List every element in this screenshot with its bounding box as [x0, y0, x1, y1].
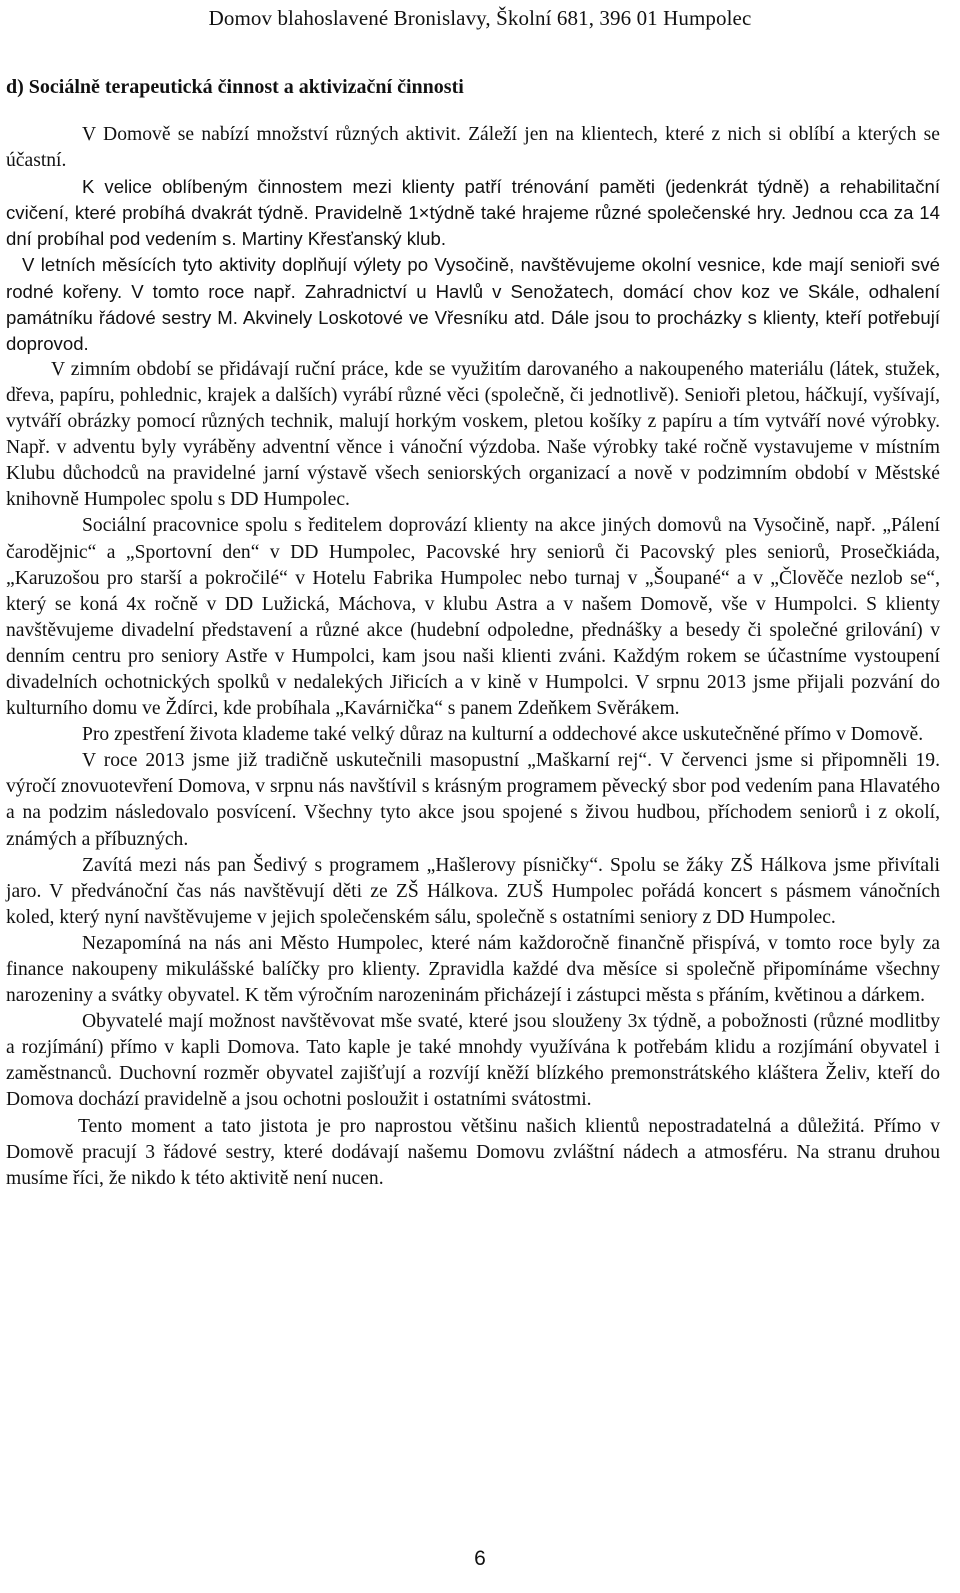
page-number: 6 [474, 1547, 486, 1570]
paragraph-religious-sisters: Tento moment a tato jistota je pro naprostou většinu našich klientů nepostradatelná a důležitá. Přímo v Domově pracují 3 řádové sestry, které dodávají našemu Domovu zvláštní nádech a atmosféru. Na stranu druhou musíme říci, že nikdo k této aktivitě není nucen. [6, 1115, 940, 1189]
section-heading: d) Sociálně terapeutická činnost a aktivizační činnosti [6, 76, 464, 98]
page-header: Domov blahoslavené Bronislavy, Školní 681, 396 01 Humpolec [208, 6, 752, 30]
paragraph-winter-crafts: V zimním období se přidávají ruční práce, kde se využitím darovaného a nakoupeného materiálu (látek, stužek, dřeva, papíru, pohlednic, krajek a dalších) vyrábí různé věci (společně, či jednotlivě). Senioři pletou, háčkují, vyšívají, vytváří obrázky pomocí různých technik, malují horkým voskem, pletou košíky z papíru a tím vytváří nové výrobky. Např. v adventu byly vyráběny adventní věnce i vánoční výzdoba. Naše výrobky také ročně vystavujeme v místním Klubu důchodců na pravidelné jarní výstavě všech seniorských organizací a nově v podzimním období v Městské knihovně Humpolec spolu s DD Humpolec. [6, 358, 940, 511]
paragraph-town-support: Nezapomíná na nás ani Město Humpolec, které nám každoročně finančně přispívá, v tomto roce byly za finance nakoupeny mikulášské balíčky pro klienty. Zpravidla každé dva měsíce si společně připomínáme všechny narozeniny a svátky obyvatel. K těm výročním narozeninám přicházejí i zástupci města s přáním, květinou a dárkem. [6, 932, 940, 1007]
paragraph-cultural-events: Pro zpestření života klademe také velký důraz na kulturní a oddechové akce uskutečněné přímo v Domově. [82, 724, 924, 746]
paragraph-visitors: Zavítá mezi nás pan Šedivý s programem „Hašlerovy písničky“. Spolu se žáky ZŠ Hálkova jsme přivítali jaro. V předvánoční čas nás navštěvují děti ze ZŠ Hálkova. ZUŠ Humpolec pořádá koncert s pásmem vánočních koled, který nyní navštěvujeme v jejich společenském sálu, společně s ostatními seniory z DD Humpolec. [6, 854, 940, 928]
paragraph-spiritual-care: Obyvatelé mají možnost navštěvovat mše svaté, které jsou slouženy 3x týdně, a pobožnosti (různé modlitby a rozjímání) přímo v kapli Domova. Tato kaple je také mnohdy využívána k potřebám klidu a rozjímání obyvatel i zaměstnanců. Duchovní rozměr obyvatel zajišťují a rozvíjí kněží blízkého premonstrátského kláštera Želiv, kteří do Domova dochází pravidelně a jsou ochotni posloužit i ostatními svátostmi. [6, 1011, 940, 1111]
paragraph-popular-activities: K velice oblíbeným činnostem mezi klienty patří trénování paměti (jedenkrát týdně) a rehabilitační cvičení, které probíhá dvakrát týdně. Pravidelně 1×týdně také hrajeme různé společenské hry. Jednou cca za 14 dní probíhal pod vedením s. Martiny Křesťanský klub. [6, 176, 940, 250]
paragraph-year-2013: V roce 2013 jsme již tradičně uskutečnili masopustní „Maškarní rej“. V červenci jsme si připomněli 19. výročí znovuotevření Domova, v srpnu nás navštívil s krásným programem pěvecký sbor pod vedením pana Hlavatého a na podzim následovalo posvícení. Všechny tyto akce jsou spojené s živou hudbou, příchodem seniorů i z okolí, známých a příbuzných. [6, 750, 940, 850]
paragraph-summer-trips: V letních měsících tyto aktivity doplňují výlety po Vysočině, navštěvujeme okolní vesnice, kde mají senioři své rodné kořeny. V tomto roce např. Zahradnictví u Havlů v Senožatech, domácí chov koz ve Skále, odhalení památníku řádové sestry M. Akvinely Loskotové ve Vřesníku atd. Dále jsou to procházky s klienty, kteří potřebují doprovod. [6, 254, 940, 354]
paragraph-activities-intro: V Domově se nabízí množství různých aktivit. Záleží jen na klientech, které z nich si oblíbí a kterých se účastní. [6, 124, 940, 172]
document-body [6, 122, 940, 1192]
paragraph-social-events: Sociální pracovnice spolu s ředitelem doprovází klienty na akce jiných domovů na Vysočině, např. „Pálení čarodějnic“ a „Sportovní den“ v DD Humpolec, Pacovské hry seniorů či Pacovský ples seniorů, Prosečkiáda, „Karuzošou pro starší a pokročilé“ v Hotelu Fabrika Humpolec nebo turnaj v „Šoupané“ a v „Člověče nezlob se“, který se koná 4x ročně v DD Lužická, Máchova, v klubu Astra a v našem Domově, vše v Humpolci. S klienty navštěvujeme divadelní představení a různé akce (hudební odpoledne, přednášky a besedy či společné grilování) v denním centru pro seniory Astře v Humpolci, kam jsou naši klienti zváni. Každým rokem se účastníme vystoupení divadelních ochotnických spolků v nedalekých Jiřicích a v kině v Humpolci. V srpnu 2013 jsme přijali pozvání do kulturního domu ve Ždírci, kde probíhala „Kavárnička“ s panem Zdeňkem Svěrákem. [6, 515, 940, 720]
